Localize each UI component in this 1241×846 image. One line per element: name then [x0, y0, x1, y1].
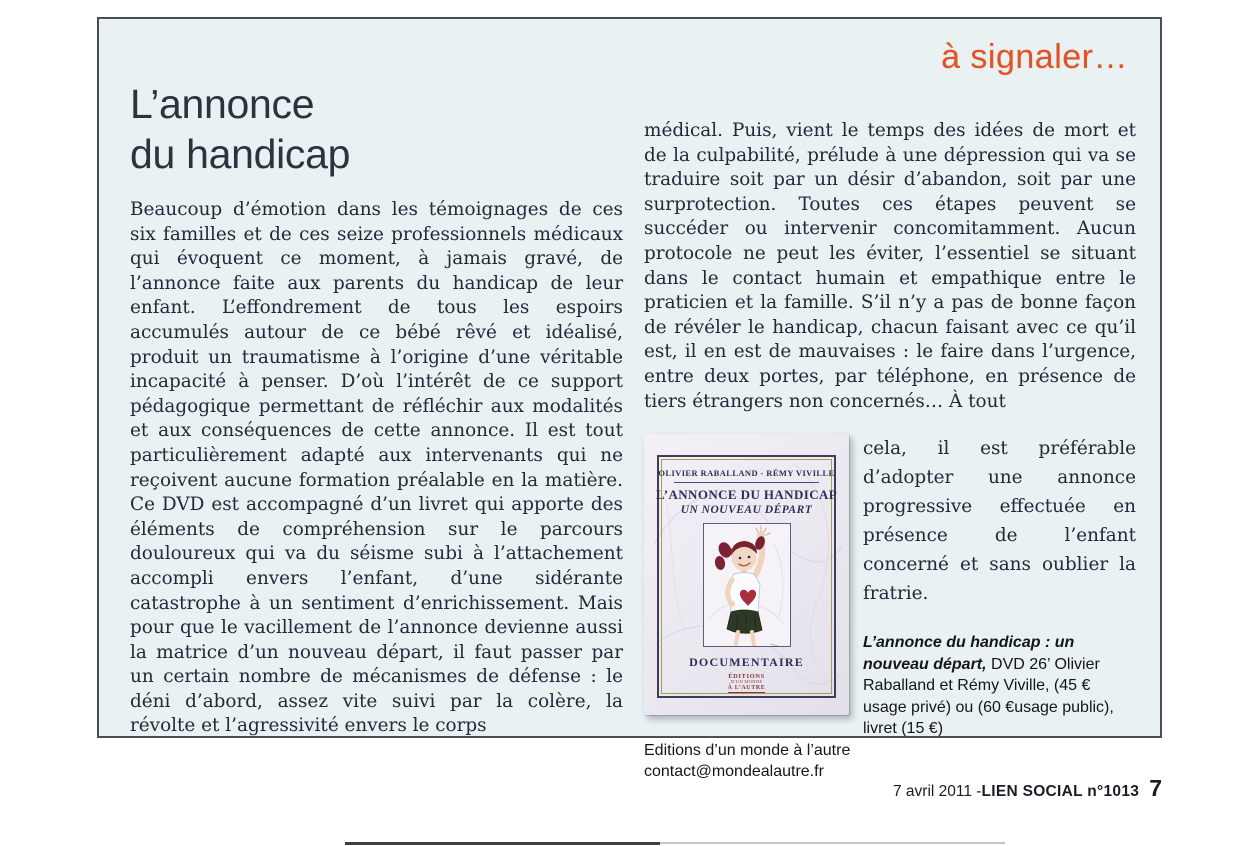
article-column-left [130, 198, 623, 739]
cover-outer-frame [657, 455, 836, 698]
caption-details: DVD 26’ Olivier Raballand et Rémy Viville, (45 € usage privé) ou (60 €usage public), livret (15 €) [863, 655, 1114, 738]
title-line-1: L’annonce [130, 81, 315, 127]
publisher-line-1: ÉDITIONS [728, 672, 765, 680]
caption-publisher: Editions d’un monde à l’autre [644, 741, 851, 759]
girl-illustration [703, 523, 791, 647]
cover-rule [674, 482, 819, 483]
article-column-right [644, 119, 1136, 783]
scanner-edge-artifact-light [660, 842, 1005, 844]
footer-page-number: 7 [1149, 775, 1162, 801]
page-footer [893, 775, 1162, 802]
title-line-2: du handicap [130, 131, 351, 177]
publisher-line-2: D’UN MONDE [730, 678, 763, 684]
cover-inner-frame [655, 459, 838, 694]
article-paragraph-left: Beaucoup d’émotion dans les témoignages de ces six familles et de ces seize professionnels médicaux qui évoquent ce moment, à jamais gravé, de l’annonce faite aux parents du handicap de leur enfant. L’effondrement de tous les espoirs accumulés autour de ce bébé rêvé et idéalisé, produit un traumatisme à l’origine d’une véritable incapacité à penser. D’où l’intérêt de ce support pédagogique permettant de réfléchir aux modalités et aux conséquences de cette annonce. Il est tout particulièrement adapté aux intervenants qui ne reçoivent aucune formation préalable en la matière. Ce DVD est accompagné d’un livret qui apporte des éléments de compréhension sur le parcours douloureux qui va du séisme subi à l’attachement accompli envers l’enfant, d’une sidérante catastrophe à un sentiment d’enrichissement. Mais pour que le vacillement de l’annonce devienne aussi la matrice d’un nouveau départ, il faut passer par un certain nombre de mécanismes de défense : le déni d’abord, assez vite suivi par la colère, la révolte et l’agressivité envers le corps [130, 199, 623, 737]
article-paragraph-right: médical. Puis, vient le temps des idées de mort et de la culpabilité, prélude à une dépression qui va se traduire soit par un désir d’abandon, soit par une surprotection. Toutes ces étapes peuvent se succéder ou intervenir concomitamment. Aucun protocole ne peut les éviter, l’essentiel se situant dans le contact humain et empathique entre le praticien et la famille. S’il n’y a pas de bonne façon de révéler le handicap, chacun faisant avec ce qu’il est, il en est de mauvaises : le faire dans l’urgence, entre deux portes, par téléphone, en présence de tiers étrangers non concernés… À tout [644, 120, 1136, 412]
cover-genre: DOCUMENTAIRE [689, 654, 804, 669]
article-paragraph-beside-dvd: cela, il est préférable d’adopter une annonce progressive effectuée en présence de l’enfant concerné et sans oublier la fratrie. [863, 438, 1136, 605]
caption-title: L’annonce du handicap : un nouveau départ, [863, 634, 1075, 673]
publisher-logo [728, 673, 766, 693]
dvd-cover [644, 434, 849, 715]
cover-authors: OLIVIER RABALLAND - RÉMY VIVILLE [658, 468, 835, 479]
caption-email: contact@mondealautre.fr [644, 763, 824, 781]
article-title [130, 79, 350, 179]
footer-date: 7 avril 2011 - [893, 783, 982, 800]
article-panel [97, 17, 1162, 781]
publisher-line-3: À L’AUTRE [727, 684, 766, 691]
footer-magazine: LIEN SOCIAL n°1013 [981, 783, 1140, 800]
cover-title: L’ANNONCE DU HANDICAP [655, 487, 838, 503]
cover-subtitle: UN NOUVEAU DÉPART [680, 504, 813, 517]
scanner-edge-artifact [345, 842, 660, 845]
section-label: à signaler… [941, 38, 1128, 76]
dvd-wrap-zone [644, 434, 1136, 783]
